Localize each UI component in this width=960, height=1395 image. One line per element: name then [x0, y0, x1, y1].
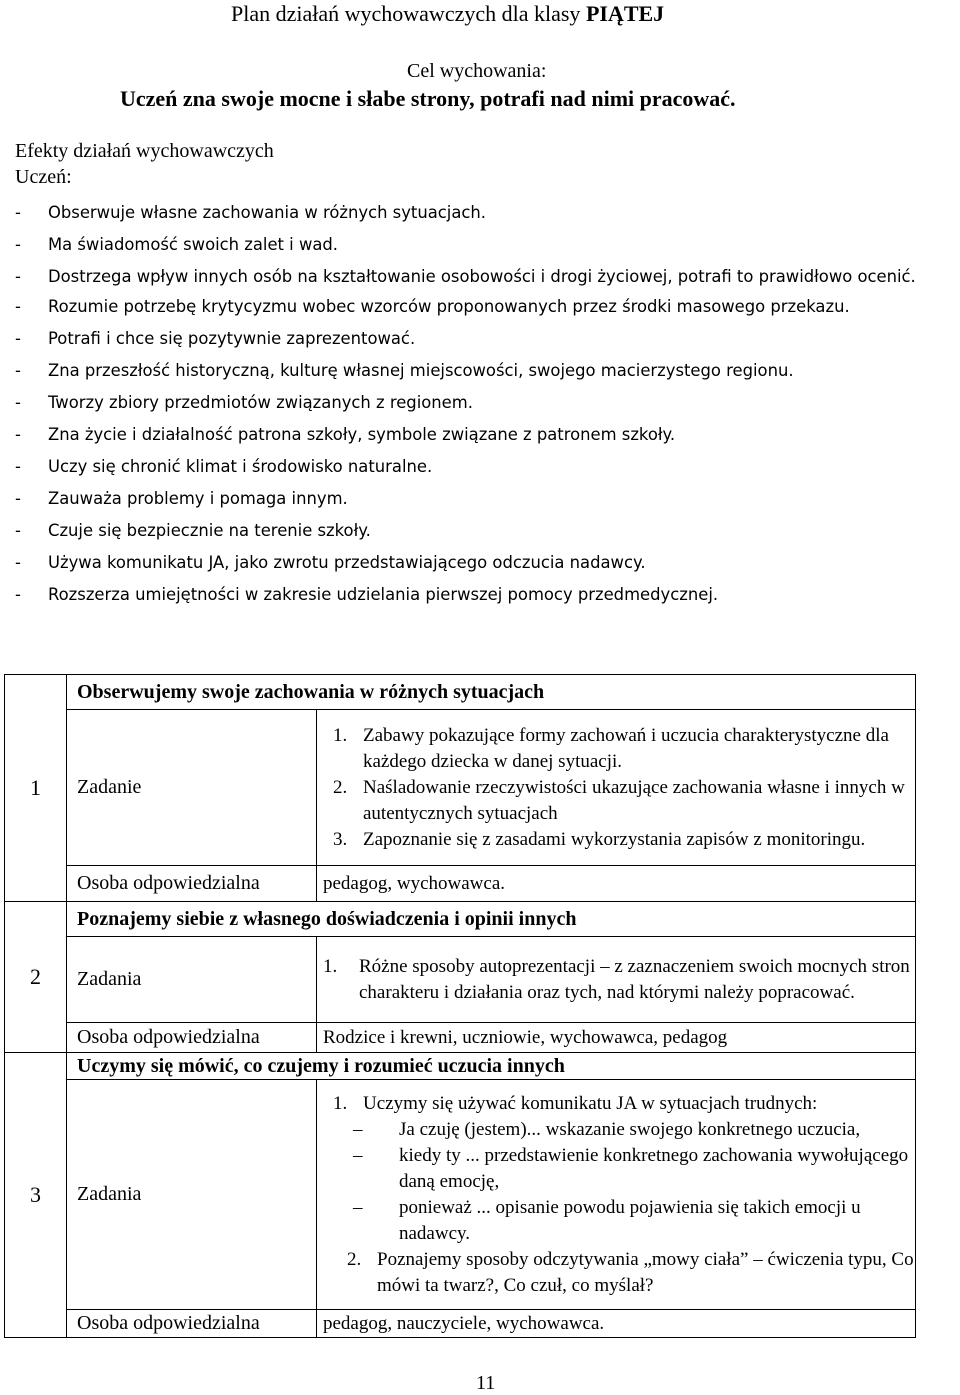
list-item: 3. Zapoznanie się z zasadami wykorzystania zapisów z monitoringu.: [333, 828, 866, 850]
responsible-label: Osoba odpowiedzialna: [67, 1023, 317, 1053]
sub-list-item: – ponieważ ... opisanie powodu pojawienia się takich emocji u nadawcy.: [353, 1196, 861, 1244]
sub-dash: –: [353, 1196, 363, 1218]
plan-table: [4, 674, 916, 1338]
list-item: - Zna przeszłość historyczną, kulturę własnej miejscowości, swojego macierzystego regionu.: [15, 355, 960, 387]
list-item: - Zna życie i działalność patrona szkoły, symbole związane z patronem szkoły.: [15, 419, 960, 451]
page-title-class: PIĄTEJ: [585, 1, 665, 26]
task-label: Zadania: [67, 937, 317, 1023]
list-item: 2. Poznajemy sposoby odczytywania „mowy ciała” – ćwiczenia typu, Co mówi ta twarz?, Co czuł, co myślał?: [347, 1248, 914, 1296]
effects-heading: Efekty działań wychowawczych: [15, 140, 274, 162]
list-item: - Obserwuje własne zachowania w różnych sytuacjach.: [15, 197, 960, 229]
bullet-dash: -: [15, 203, 21, 222]
effects-list: [15, 197, 960, 611]
table-row: [5, 866, 916, 902]
task-label: Zadanie: [67, 710, 317, 866]
page-number: 11: [476, 1372, 496, 1394]
responsible-value: pedagog, wychowawca.: [317, 866, 916, 902]
task-list: [317, 937, 916, 1023]
bullet-dash: -: [15, 585, 21, 604]
list-item: - Ma świadomość swoich zalet i wad.: [15, 229, 960, 261]
responsible-label: Osoba odpowiedzialna: [67, 1310, 317, 1338]
table-row: [5, 1023, 916, 1053]
list-item: - Tworzy zbiory przedmiotów związanych z regionem.: [15, 387, 960, 419]
sub-list-item: – Ja czuję (jestem)... wskazanie swojego konkretnego uczucia,: [333, 1117, 915, 1143]
section-number: 1: [5, 675, 67, 902]
list-item: - Potrafi i chce się pozytywnie zaprezentować.: [15, 323, 960, 355]
bullet-dash: -: [15, 393, 21, 412]
task-label: Zadania: [67, 1080, 317, 1310]
bullet-dash: -: [15, 553, 21, 572]
section-title: Uczymy się mówić, co czujemy i rozumieć uczucia innych: [67, 1053, 916, 1080]
bullet-dash: -: [15, 329, 21, 348]
list-item: - Używa komunikatu JA, jako zwrotu przedstawiającego odczucia nadawcy.: [15, 547, 960, 579]
bullet-dash: -: [15, 297, 21, 316]
list-item: - Uczy się chronić klimat i środowisko naturalne.: [15, 451, 960, 483]
table-row: [5, 1053, 916, 1080]
section-number: 3: [5, 1053, 67, 1338]
list-item: - Dostrzega wpływ innych osób na kształtowanie osobowości i drogi życiowej, potrafi to prawidłowo ocenić.: [15, 261, 960, 291]
list-item: 1. Zabawy pokazujące formy zachowań i uczucia charakterystyczne dla każdego dziecka w danej sytuacji.: [333, 724, 889, 772]
list-item: 2. Naśladowanie rzeczywistości ukazujące zachowania własne i innych w autentycznych sytuacjach: [333, 776, 905, 824]
responsible-value: Rodzice i krewni, uczniowie, wychowawca, pedagog: [317, 1023, 916, 1053]
list-item: - Rozszerza umiejętności w zakresie udzielania pierwszej pomocy przedmedycznej.: [15, 579, 960, 611]
table-row: [5, 902, 916, 937]
bullet-dash: -: [15, 425, 21, 444]
bullet-dash: -: [15, 361, 21, 380]
bullet-dash: -: [15, 489, 21, 508]
table-row: [5, 675, 916, 710]
section-title: Obserwujemy swoje zachowania w różnych sytuacjach: [67, 675, 916, 710]
bullet-dash: -: [15, 235, 21, 254]
table-row: [5, 1310, 916, 1338]
table-row: [5, 710, 916, 866]
goal-text: Uczeń zna swoje mocne i słabe strony, potrafi nad nimi pracować.: [120, 86, 736, 111]
page-title: [231, 0, 664, 28]
table-row: [5, 937, 916, 1023]
list-item: - Czuje się bezpiecznie na terenie szkoły.: [15, 515, 960, 547]
task-list: [317, 710, 916, 866]
bullet-dash: -: [15, 457, 21, 476]
sub-list-item: – kiedy ty ... przedstawienie konkretnego zachowania wywołującego daną emocję,: [353, 1144, 909, 1192]
section-number: 2: [5, 902, 67, 1053]
responsible-value: pedagog, nauczyciele, wychowawca.: [317, 1310, 916, 1338]
sub-dash: –: [353, 1118, 363, 1140]
list-item: 1. Różne sposoby autoprezentacji – z zaznaczeniem swoich mocnych stron charakteru i działania oraz tych, nad którymi należy popracować.: [323, 955, 910, 1003]
effects-subject: Uczeń:: [15, 166, 72, 188]
list-item: - Zauważa problemy i pomaga innym.: [15, 483, 960, 515]
page-title-text: Plan działań wychowawczych dla klasy: [231, 1, 586, 26]
sub-dash: –: [353, 1144, 363, 1166]
table-row: [5, 1080, 916, 1310]
bullet-dash: -: [15, 521, 21, 540]
section-title: Poznajemy siebie z własnego doświadczenia i opinii innych: [67, 902, 916, 937]
goal-label: Cel wychowania:: [407, 60, 547, 82]
responsible-label: Osoba odpowiedzialna: [67, 866, 317, 902]
list-item: - Rozumie potrzebę krytycyzmu wobec wzorców proponowanych przez środki masowego przekazu.: [15, 291, 960, 323]
task-list: [317, 1080, 916, 1310]
bullet-dash: -: [15, 267, 21, 286]
list-item: 1. Uczymy się używać komunikatu JA w sytuacjach trudnych:: [333, 1092, 818, 1114]
